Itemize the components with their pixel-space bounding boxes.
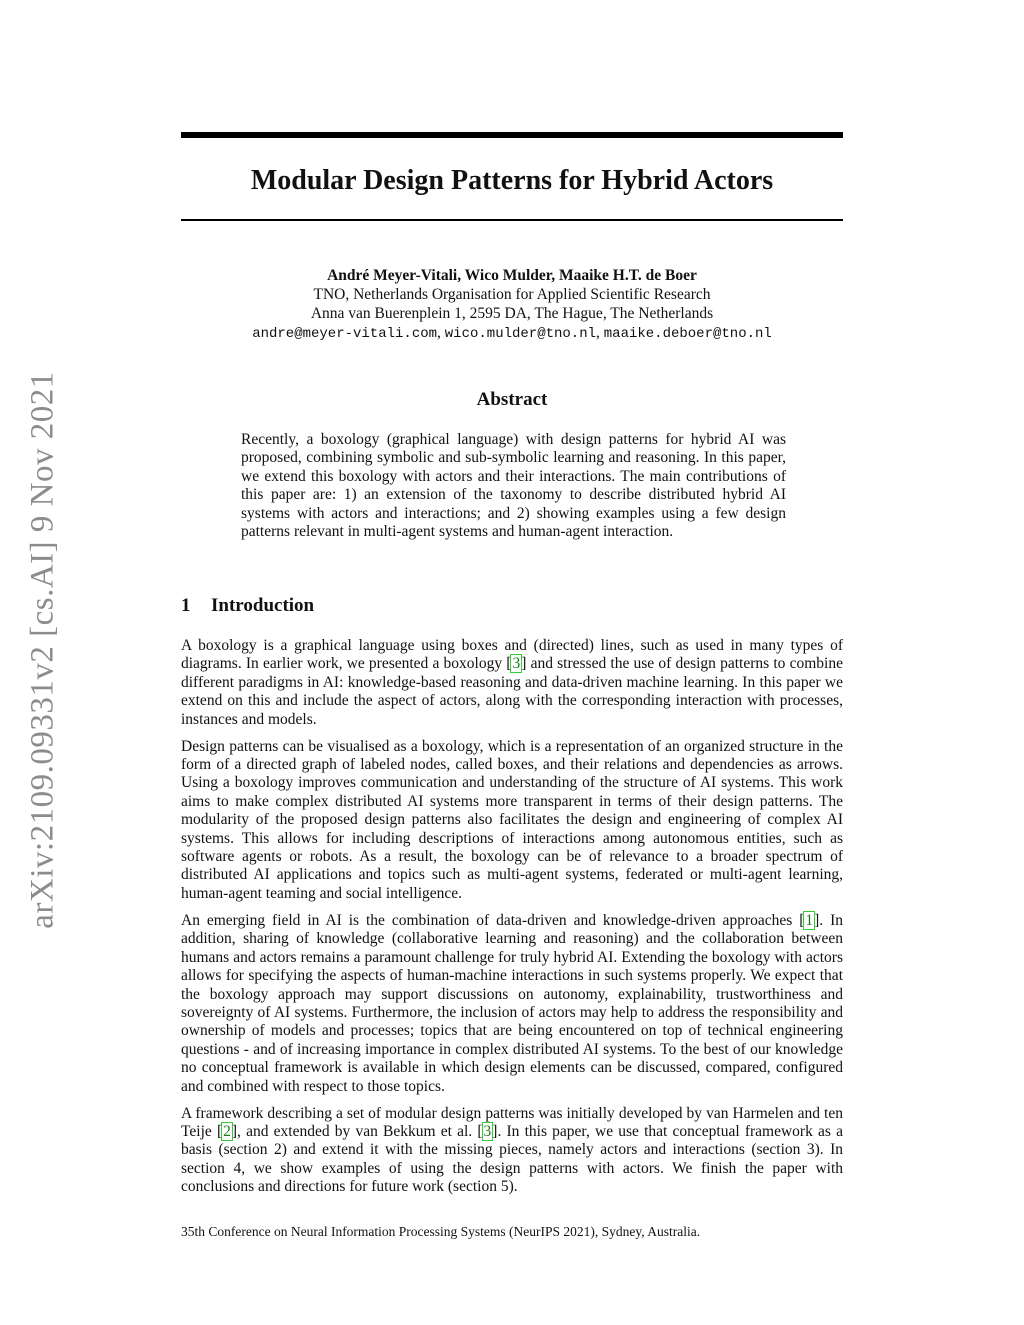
section-body <box>181 637 843 1205</box>
paragraph-text: A boxology is a graphical language using boxes and (directed) lines, such as used in many types of diagrams. In earlier work, we presented a boxology <box>181 637 843 673</box>
author-names: André Meyer-Vitali, Wico Mulder, Maaike H.T. de Boer <box>327 267 697 284</box>
paragraph-text: . In this paper, we use that conceptual framework as a basis (section 2) and extend it with the missing pieces, namely actors and interactions (section 3). In section 4, we show examples of using the design patterns with actors. We finish the paper with conclusions and directions for future work (section 5). <box>181 1122 843 1196</box>
paragraph: A boxology is a graphical language using boxes and (directed) lines, such as used in many types of diagrams. In earlier work, we presented a boxology [3] and stressed the use of design patterns to combine different paradigms in AI: knowledge-based reasoning and data-driven machine learning. In this paper we extend on this and include the aspect of actors, along with the corresponding interaction with processes, instances and models. <box>181 637 843 728</box>
paragraph-text: An emerging field in AI is the combination of data-driven and knowledge-driven approaches <box>181 911 800 929</box>
paragraph-text: Design patterns can be visualised as a boxology, which is a representation of an organized structure in the form of a directed graph of labeled nodes, called boxes, and their relations and dependencies as arrows. Using a boxology improves communication and understanding of the structure of AI systems. This work aims to make complex distributed AI systems more transparent in terms of their design patterns. The modularity of the proposed design patterns also facilitates the design and engineering of complex AI systems. This allows for including descriptions of interactions among autonomous entities, such as software agents or robots. As a result, the boxology can be of relevance to a broader spectrum of distributed AI applications and topics such as multi-agent systems, federated or multi-agent learning, human-agent teaming and social intelligence. <box>181 737 843 902</box>
author-emails <box>181 323 843 344</box>
citation-link[interactable]: 3 <box>512 655 521 673</box>
email-link[interactable]: maaike.deboer@tno.nl <box>603 326 772 342</box>
email-link[interactable]: wico.mulder@tno.nl <box>444 326 597 342</box>
author-block <box>181 266 843 344</box>
paragraph: A framework describing a set of modular design patterns was initially developed by van Harmelen and ten Teije [2], and extended by van Bekkum et al. [3]. In this paper, we use that conceptual framework as a basis (section 2) and extend it with the missing pieces, namely actors and interactions (section 3). In section 4, we show examples of using the design patterns with actors. We finish the paper with conclusions and directions for future work (section 5). <box>181 1104 843 1196</box>
email-link[interactable]: andre@meyer-vitali.com <box>252 326 438 342</box>
section-number: 1 <box>181 595 191 616</box>
abstract-heading: Abstract <box>476 389 548 410</box>
paragraph: An emerging field in AI is the combination of data-driven and knowledge-driven approaches [1]. In addition, sharing of knowledge (collaborative learning and reasoning) and the collaboration between humans and actors remains a paramount challenge for truly hybrid AI. Extending the boxology with actors allows for specifying the aspects of human-machine interactions in such systems properly. We expect that the boxology approach may support discussions on autonomy, explainability, trustworthiness and sovereignty of AI systems. Furthermore, the inclusion of actors may help to address the responsibility and ownership of models and processes; topics that are being encountered on top of technical engineering questions - and of increasing importance in complex distributed AI systems. To the best of our knowledge no conceptual framework is available in which design elements can be discussed, compared, configured and combined with respect to those topics. <box>181 911 844 1095</box>
author-address: Anna van Buerenplein 1, 2595 DA, The Hague, The Netherlands <box>310 305 714 322</box>
section-heading <box>181 594 843 618</box>
paragraph-text: , and extended by van Bekkum et al. <box>237 1122 478 1140</box>
arxiv-identifier: arXiv:2109.09331v2 [cs.AI] 9 Nov 2021 <box>24 371 61 929</box>
citation-link[interactable]: 2 <box>223 1122 231 1140</box>
paragraph-text: and stressed the use of design patterns to combine different paradigms in AI: knowledge-based reasoning and data-driven machine learning. In this paper we extend on this and include the aspect of actors, along with the corresponding interaction with processes, instances and models. <box>181 655 843 728</box>
conference-footnote: 35th Conference on Neural Information Processing Systems (NeurIPS 2021), Sydney, Australia. <box>181 1224 701 1239</box>
paper-title: Modular Design Patterns for Hybrid Actors <box>250 165 774 196</box>
abstract-text: Recently, a boxology (graphical language) with design patterns for hybrid AI was proposed, combining symbolic and sub-symbolic learning and reasoning. In this paper, we extend this boxology with actors and their interactions. The main contributions of this paper are: 1) an extension of the taxonomy to describe distributed hybrid AI systems with actors and interactions; and 2) showing examples using a few design patterns relevant in multi-agent systems and human-agent interaction. <box>241 431 786 541</box>
citation-link[interactable]: 3 <box>483 1122 492 1140</box>
email-separator: , <box>596 324 604 341</box>
paragraph <box>181 738 843 904</box>
paragraph-text: . In addition, sharing of knowledge (collaborative learning and reasoning) and the collaboration between humans and actors remains a paramount challenge for truly hybrid AI. Extending the boxology with actors allows for specifying the aspects of human-machine interactions in such systems properly. We expect that the boxology approach may support discussions on autonomy, explainability, trustworthiness and sovereignty of AI systems. Furthermore, the inclusion of actors may help to address the responsibility and ownership of models and processes; topics that are being encountered on top of technical engineering questions - and of increasing importance in complex distributed AI systems. To the best of our knowledge no conceptual framework is available in which design elements can be discussed, compared, configured and combined with respect to those topics. <box>181 911 844 1095</box>
author-affiliation: TNO, Netherlands Organisation for Applied Scientific Research <box>313 286 711 303</box>
paragraph-text: A framework describing a set of modular design patterns was initially developed by van Harmelen and ten Teije <box>181 1104 843 1140</box>
section-title: Introduction <box>211 595 315 616</box>
email-separator: , <box>437 324 445 341</box>
title-top-rule <box>181 132 843 138</box>
citation-link[interactable]: 1 <box>805 911 814 929</box>
title-bottom-rule <box>181 219 843 221</box>
